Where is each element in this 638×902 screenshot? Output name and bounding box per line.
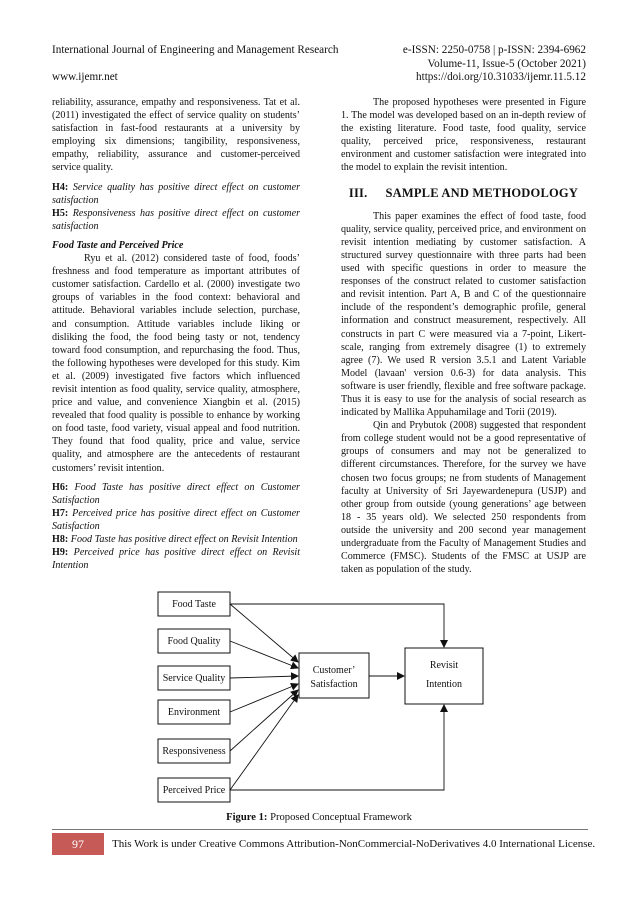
arrow-perceived-price-to-revisit: [230, 705, 444, 790]
doi-link[interactable]: https://doi.org/10.31033/ijemr.11.5.12: [416, 71, 586, 83]
food-taste-label: Food Taste: [172, 599, 216, 610]
hypothesis-text: Perceived price has positive direct effect on Customer Satisfaction: [52, 507, 300, 532]
responsiveness-label: Responsiveness: [162, 746, 226, 757]
hypothesis-label: H9:: [52, 547, 69, 559]
issn: e-ISSN: 2250-0758 | p-ISSN: 2394-6962: [402, 44, 586, 56]
hypothesis-label: H4:: [52, 181, 69, 193]
hypothesis-text: Food Taste has positive direct effect on Revisit Intention: [70, 534, 298, 545]
hypothesis-label: H5:: [52, 207, 69, 219]
paragraph: Qin and Prybutok (2008) suggested that respondent from college student would not be a good representative of groups of consumers and may not be generalized to different circumstances. Therefore, for the survey we have chosen two focus groups; ne from students of Management faculty at University of Sri Jayewardenepura (USJP) and other group from outside (young generations’ age between 18 - 35 years old). We selected 250 respondents from outside the university and 200 second year management undergraduate from the Faculty of Management Studies and Commerce (FMSC). Students of the FMSC at USJP are taken as population of the study.: [341, 420, 586, 576]
arrow-food-taste-to-revisit: [230, 604, 444, 647]
hypothesis-label: H7:: [52, 507, 69, 519]
revisit-intention-label-line2: Intention: [425, 679, 463, 690]
journal-website[interactable]: www.ijemr.net: [52, 71, 118, 83]
journal-title: International Journal of Engineering and Management Research: [52, 44, 339, 56]
customer-satisfaction-label-line1: Customer’: [312, 665, 356, 676]
customer-satisfaction-label-line2: Satisfaction: [310, 679, 358, 690]
paragraph: Ryu et al. (2012) considered taste of food, foods’ freshness and food temperature as important attributes of customer satisfaction. Cardello et al. (2000) investigate two groups of variables in the food context: behavioral and attitude. Behavioral variables include selection, purchase, and consumption. Attitude variables include liking or disliking the food, the food being tasty or not, tendency toward food consumption, and repurchasing the food. Thus, the following hypotheses were developed for this study. Kim et al. (2009) investigated five factors which influenced revisit intention as food quality, service quality, atmosphere, price and value, and convenience Xiangbin et al. (2015) revealed that food quality is possible to enhance by working on food taste, food variety, visual appeal and food nutrition. They found that food quality, price and value, service quality, and atmosphere are the antecedents of restaurant customers’ revisit intention.: [52, 253, 300, 474]
hypothesis-label: H6:: [52, 481, 69, 493]
revisit-intention-label-line1: Revisit: [429, 660, 459, 671]
hypothesis-text: Service quality has positive direct effect on customer satisfaction: [52, 181, 300, 206]
license-text: This Work is under Creative Commons Attribution-NonCommercial-NoDerivatives 4.0 International License.: [112, 838, 596, 850]
food-quality-label: Food Quality: [167, 636, 221, 647]
environment-label: Environment: [167, 707, 221, 718]
perceived-price-label: Perceived Price: [162, 785, 226, 796]
hypothesis-text: Responsiveness has positive direct effect on customer satisfaction: [52, 207, 301, 232]
page-number: 97: [52, 833, 104, 855]
paragraph: This paper examines the effect of food taste, food quality, service quality, perceived price, and environment on revisit intention mediating by customer satisfaction. A structured survey questionnaire with three parts had been used with specific questions in order to measure the responses of the construct related to customer satisfaction and revisit intention. Part A, B and C of the questionnaire include of the respondent’s demographic profile, general information and construct measurement, respectively. All constructs in part C were measured via a 7-point, Likert-scale, ranging from extremely disagree (1) to extremely agree (7). We used R version 3.5.1 and Latent Variable Model (lavaan' version 0.6-3) for data analysis. This software is user friendly, flexible and free software package. Thus it is easy to use for the analysis of social research as indicated by Mallika Appuhamilage and Torii (2019).: [341, 210, 586, 419]
arrow-food-taste-to-satisfaction: [230, 604, 298, 662]
caption-text: Proposed Conceptual Framework: [270, 812, 412, 823]
volume-issue: Volume-11, Issue-5 (October 2021): [427, 58, 586, 70]
arrow-perceived-price-to-satisfaction: [230, 695, 298, 790]
arrow-environment-to-satisfaction: [230, 684, 298, 712]
paragraph: The proposed hypotheses were presented in Figure 1. The model was developed based on an in-depth review of the existing literature. Food taste, food quality, service quality, perceived price, responsiveness, restaurant environment and customer satisfaction were integrated into the model to explain the revisit intention.: [341, 97, 586, 174]
revisit-intention-box: [405, 648, 483, 704]
footer-divider: [52, 829, 588, 830]
paragraph: reliability, assurance, empathy and responsiveness. Tat et al. (2011) investigated the effect of service quality on students’ satisfaction in fast-food restaurants at a university by employing six dimensions; tangibility, responsiveness, empathy, reliability, assurance and customer-perceived service quality.: [52, 97, 300, 174]
caption-label: Figure 1:: [226, 812, 268, 823]
subsection-heading: Food Taste and Perceived Price: [52, 239, 184, 251]
service-quality-label: Service Quality: [162, 673, 226, 684]
hypothesis-label: H8:: [52, 534, 69, 545]
figure-caption: [0, 812, 638, 823]
arrow-service-quality-to-satisfaction: [230, 676, 298, 678]
section-title: SAMPLE AND METHODOLOGY: [385, 185, 579, 200]
hypothesis-text: Food Taste has positive direct effect on Customer Satisfaction: [52, 481, 300, 506]
hypothesis-text: Perceived price has positive direct effect on Revisit Intention: [52, 547, 301, 572]
section-number: III.: [348, 185, 368, 200]
arrow-food-quality-to-satisfaction: [230, 641, 298, 668]
